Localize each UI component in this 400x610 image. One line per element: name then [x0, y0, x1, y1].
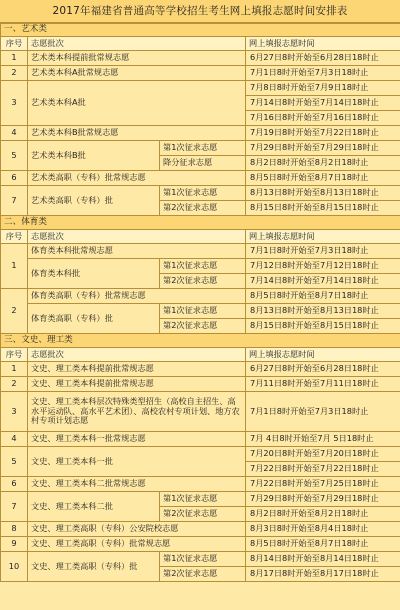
- row-batch: 艺术类本科提前批常规志愿: [28, 51, 246, 66]
- header-time: 网上填报志愿时间: [246, 230, 400, 244]
- row-time: 8月13日8时开始至8月13日18时止: [246, 186, 400, 201]
- row-time: 8月13日8时开始至8月13日18时止: [246, 304, 400, 319]
- row-time: 7月1日8时开始至7月3日18时止: [246, 392, 400, 432]
- row-batch: 艺术类本科A批常规志愿: [28, 66, 246, 81]
- header-time: 网上填报志愿时间: [246, 37, 400, 51]
- row-time: 7月22日8时开始至7月22日18时止: [246, 462, 400, 477]
- row-time: 7月11日8时开始至7月11日18时止: [246, 377, 400, 392]
- row-batch: 文史、理工类本科提前批常规志愿: [28, 362, 246, 377]
- row-time: 8月5日8时开始至8月7日18时止: [246, 537, 400, 552]
- row-batch: 文史、理工类高职（专科）批常规志愿: [28, 537, 246, 552]
- row-time: 7月1日8时开始至7月3日18时止: [246, 66, 400, 81]
- header-seq: 序号: [1, 230, 28, 244]
- row-batch: 艺术类本科B批常规志愿: [28, 126, 246, 141]
- row-time: 8月2日8时开始至8月2日18时止: [246, 156, 400, 171]
- row-batch: 艺术类高职（专科）批: [28, 186, 160, 216]
- row-sub: 第2次征求志愿: [160, 507, 246, 522]
- header-batch: 志愿批次: [28, 348, 246, 362]
- page-title: 2017年福建省普通高等学校招生考生网上填报志愿时间安排表: [0, 0, 400, 23]
- row-sub: 第1次征求志愿: [160, 492, 246, 507]
- row-seq: 9: [1, 537, 28, 552]
- row-time: 7月 4日8时开始至7月 5日18时止: [246, 432, 400, 447]
- row-sub: 第1次征求志愿: [160, 259, 246, 274]
- section-title: 一、艺术类: [1, 24, 400, 37]
- row-time: 6月27日8时开始至6月28日18时止: [246, 51, 400, 66]
- row-batch: 文史、理工类本科层次特殊类型招生（高校自主招生、高水平运动队、高水平艺术团）、高校农村专项计划、地方农村专项计划志愿: [28, 392, 246, 432]
- row-time: 7月8日8时开始至7月9日18时止: [246, 81, 400, 96]
- row-time: 6月27日8时开始至6月28日18时止: [246, 362, 400, 377]
- header-batch: 志愿批次: [28, 37, 246, 51]
- row-seq: 7: [1, 186, 28, 216]
- row-batch: 艺术类本科B批: [28, 141, 160, 171]
- row-batch: 体育类本科批: [28, 259, 160, 289]
- row-seq: 5: [1, 447, 28, 477]
- row-time: 8月15日8时开始至8月15日18时止: [246, 319, 400, 334]
- row-sub: 第2次征求志愿: [160, 567, 246, 582]
- row-batch: 文史、理工类高职（专科）公安院校志愿: [28, 522, 246, 537]
- row-seq: 1: [1, 362, 28, 377]
- row-seq: 6: [1, 477, 28, 492]
- row-seq: 5: [1, 141, 28, 171]
- row-seq: 3: [1, 81, 28, 126]
- header-batch: 志愿批次: [28, 230, 246, 244]
- row-time: 7月20日8时开始至7月20日18时止: [246, 447, 400, 462]
- row-batch: 艺术类高职（专科）批常规志愿: [28, 171, 246, 186]
- row-batch: 文史、理工类本科一批: [28, 447, 246, 477]
- row-time: 8月17日8时开始至8月17日18时止: [246, 567, 400, 582]
- row-sub: 第1次征求志愿: [160, 186, 246, 201]
- row-batch: 文史、理工类本科提前批常规志愿: [28, 377, 246, 392]
- header-seq: 序号: [1, 348, 28, 362]
- row-time: 7月12日8时开始至7月12日18时止: [246, 259, 400, 274]
- row-time: 7月29日8时开始至7月29日18时止: [246, 141, 400, 156]
- row-seq: 2: [1, 377, 28, 392]
- row-time: 8月2日8时开始至8月2日18时止: [246, 507, 400, 522]
- row-seq: 3: [1, 392, 28, 432]
- row-batch: 艺术类本科A批: [28, 81, 246, 126]
- row-time: 7月14日8时开始至7月14日18时止: [246, 96, 400, 111]
- row-batch: 文史、理工类本科一批常规志愿: [28, 432, 246, 447]
- row-seq: 1: [1, 51, 28, 66]
- row-seq: 8: [1, 522, 28, 537]
- row-sub: 第1次征求志愿: [160, 304, 246, 319]
- schedule-table: [0, 23, 400, 582]
- row-time: 8月14日8时开始至8月14日18时止: [246, 552, 400, 567]
- row-seq: 4: [1, 126, 28, 141]
- section-title: 三、文史、理工类: [1, 334, 400, 348]
- row-time: 7月19日8时开始至7月22日18时止: [246, 126, 400, 141]
- row-batch: 体育类高职（专科）批: [28, 304, 160, 334]
- row-batch: 体育类高职（专科）批常规志愿: [28, 289, 246, 304]
- row-seq: 10: [1, 552, 28, 582]
- row-seq: 7: [1, 492, 28, 522]
- row-time: 8月15日8时开始至8月15日18时止: [246, 201, 400, 216]
- row-sub: 降分征求志愿: [160, 156, 246, 171]
- row-batch: 体育类本科批常规志愿: [28, 244, 246, 259]
- row-batch: 文史、理工类本科二批: [28, 492, 160, 522]
- row-batch: 文史、理工类本科二批常规志愿: [28, 477, 246, 492]
- row-batch: 文史、理工类高职（专科）批: [28, 552, 160, 582]
- row-sub: 第2次征求志愿: [160, 274, 246, 289]
- row-sub: 第2次征求志愿: [160, 201, 246, 216]
- row-seq: 4: [1, 432, 28, 447]
- row-seq: 6: [1, 171, 28, 186]
- row-time: 8月5日8时开始至8月7日18时止: [246, 171, 400, 186]
- row-time: 7月1日8时开始至7月3日18时止: [246, 244, 400, 259]
- row-time: 7月14日8时开始至7月14日18时止: [246, 274, 400, 289]
- row-time: 8月3日8时开始至8月4日18时止: [246, 522, 400, 537]
- row-seq: 2: [1, 289, 28, 334]
- section-title: 二、体育类: [1, 216, 400, 230]
- row-seq: 1: [1, 244, 28, 289]
- row-seq: 2: [1, 66, 28, 81]
- header-time: 网上填报志愿时间: [246, 348, 400, 362]
- row-time: 7月29日8时开始至7月29日18时止: [246, 492, 400, 507]
- row-time: 7月16日8时开始至7月16日18时止: [246, 111, 400, 126]
- row-sub: 第2次征求志愿: [160, 319, 246, 334]
- header-seq: 序号: [1, 37, 28, 51]
- row-time: 8月5日8时开始至8月7日18时止: [246, 289, 400, 304]
- row-sub: 第1次征求志愿: [160, 552, 246, 567]
- row-sub: 第1次征求志愿: [160, 141, 246, 156]
- row-time: 7月22日8时开始至7月25日18时止: [246, 477, 400, 492]
